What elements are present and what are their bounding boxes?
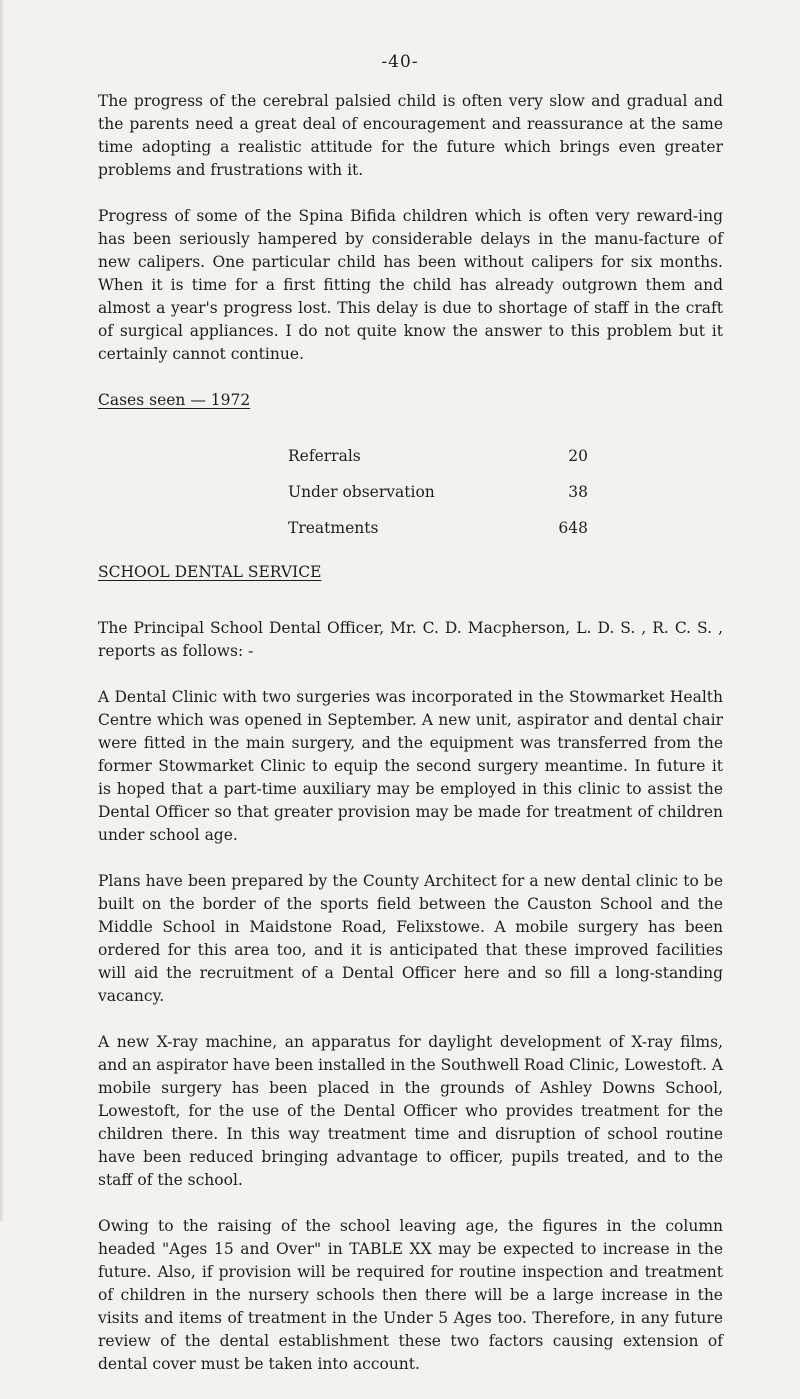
paragraph-cerebral-palsy: The progress of the cerebral palsied child is often very slow and gradual and the parents need a great deal of encouragement and reassurance at the same time adopting a realistic attitude for the future which brings even greater problems and frustrations with it.	[98, 92, 723, 179]
cases-row	[288, 445, 588, 481]
cases-heading-block	[98, 389, 723, 427]
cases-table	[288, 445, 588, 553]
document-body	[98, 90, 723, 1399]
cases-row	[288, 481, 588, 517]
cases-value: 648	[558, 519, 588, 537]
dental-service-heading: SCHOOL DENTAL SERVICE	[98, 563, 322, 581]
paragraph-dental-officer: The Principal School Dental Officer, Mr. C. D. Macpherson, L. D. S. , R. C. S. , reports as follows: -	[98, 619, 723, 660]
paragraph-leaving-age: Owing to the raising of the school leaving age, the figures in the column headed "Ages 15 and Over" in TABLE XX may be expected to increase in the future. Also, if provision will be required for routine inspection and treatment of children in the nursery schools then there will be a large increase in the visits and items of treatment in the Under 5 Ages too. Therefore, in any future review of the dental establishment these two factors causing extension of dental cover must be taken into account.	[98, 1217, 723, 1373]
cases-value: 20	[568, 447, 588, 465]
paragraph-felixstowe-plans: Plans have been prepared by the County Architect for a new dental clinic to be built on the border of the sports field between the Causton School and the Middle School in Maidstone Road, Felixstowe. A mobile surgery has been ordered for this area too, and it is anticipated that these improved facilities will aid the recruitment of a Dental Officer here and so fill a long-standing vacancy.	[98, 872, 723, 1005]
paragraph-stowmarket-clinic: A Dental Clinic with two surgeries was incorporated in the Stowmarket Health Centre which was opened in September. A new unit, aspirator and dental chair were fitted in the main surgery, and the equipment was transferred from the former Stowmarket Clinic to equip the second surgery meantime. In future it is hoped that a part-time auxiliary may be employed in this clinic to assist the Dental Officer so that greater provision may be made for treatment of children under school age.	[98, 688, 723, 844]
cases-label: Referrals	[288, 447, 361, 465]
page-number: -40-	[381, 52, 419, 72]
cases-heading: Cases seen — 1972	[98, 391, 251, 409]
cases-label: Under observation	[288, 483, 435, 501]
cases-label: Treatments	[288, 519, 379, 537]
paragraph-lowestoft-xray: A new X-ray machine, an apparatus for daylight development of X-ray films, and an aspirator have been installed in the Southwell Road Clinic, Lowestoft. A mobile surgery has been placed in the grounds of Ashley Downs School, Lowestoft, for the use of the Dental Officer who provides treatment for the children there. In this way treatment time and disruption of school routine have been reduced bringing advantage to officer, pupils treated, and to the staff of the school.	[98, 1033, 723, 1189]
page-edge-shadow	[0, 0, 4, 1221]
paragraph-spina-bifida: Progress of some of the Spina Bifida children which is often very reward-ing has been seriously hampered by considerable delays in the manu-facture of new calipers. One particular child has been without calipers for six months. When it is time for a first fitting the child has already outgrown them and almost a year's progress lost. This delay is due to shortage of staff in the craft of surgical appliances. I do not quite know the answer to this problem but it certainly cannot continue.	[98, 207, 723, 363]
dental-heading-block	[98, 561, 723, 599]
cases-value: 38	[568, 483, 588, 501]
cases-row	[288, 517, 588, 553]
